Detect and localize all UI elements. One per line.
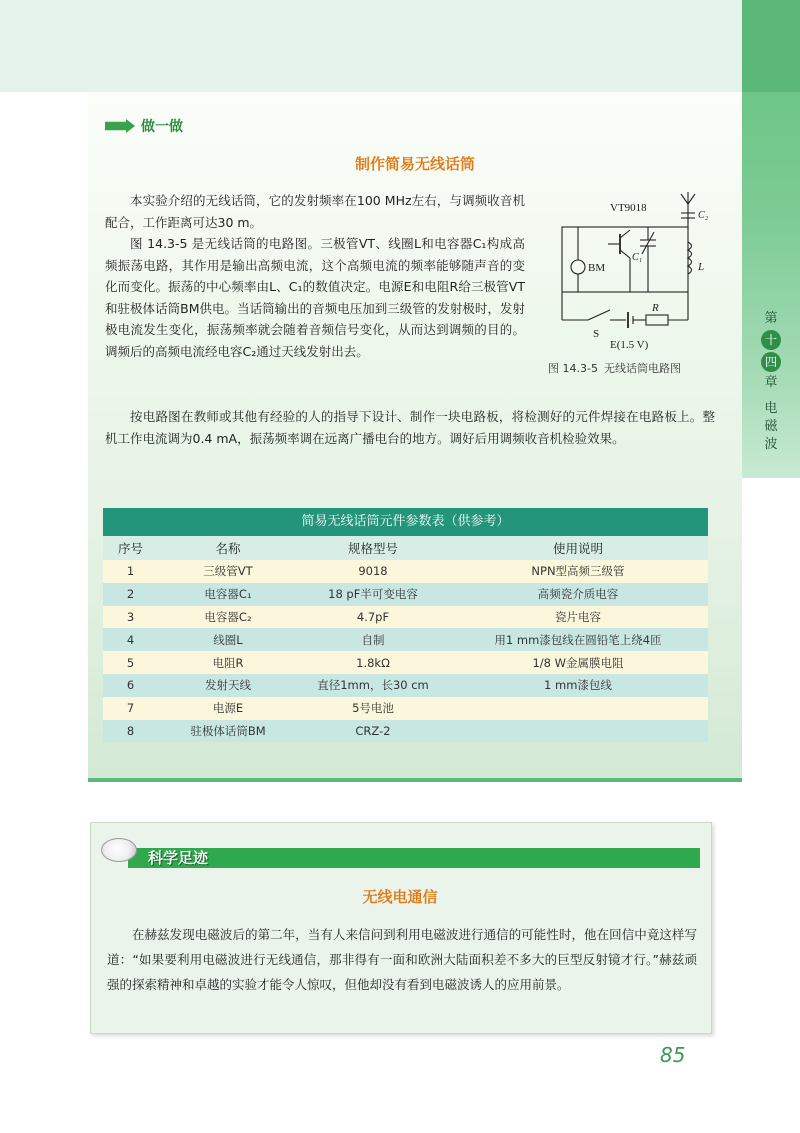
- cell-usage: NPN型高频三级管: [448, 560, 708, 583]
- chapter-title-char-2: 磁: [764, 419, 778, 434]
- table-row: [103, 651, 708, 674]
- cell-name: 电源E: [158, 697, 298, 720]
- cell-index: 3: [103, 606, 158, 629]
- paragraph-1: 本实验介绍的无线话筒，它的发射频率在100 MHz左右，与调频收音机配合，工作距离可达30 m。: [105, 193, 525, 230]
- cell-usage: 瓷片电容: [448, 606, 708, 629]
- cell-index: 8: [103, 720, 158, 743]
- cell-name: 电容器C₁: [158, 583, 298, 606]
- cell-usage: [448, 720, 708, 743]
- chapter-title: [742, 400, 800, 454]
- table-header-row: [103, 536, 708, 560]
- table-row: [103, 560, 708, 583]
- cell-name: 驻极体话筒BM: [158, 720, 298, 743]
- cell-spec: 9018: [298, 560, 448, 583]
- history-header-bar: [128, 848, 700, 868]
- cell-spec: 5号电池: [298, 697, 448, 720]
- circuit-diagram: [548, 182, 724, 357]
- label-vt: VT9018: [610, 202, 647, 214]
- label-c1: C₁: [632, 252, 643, 263]
- cell-usage: [448, 697, 708, 720]
- cell-index: 7: [103, 697, 158, 720]
- chapter-marker: [742, 310, 800, 454]
- paragraph-3: 按电路图在教师或其他有经验的人的指导下设计、制作一块电路板，将检测好的元件焊接在电路板上。整机工作电流调为0.4 mA，振荡频率调在远离广播电台的地方。调好后用调频收音机检验效果。: [105, 409, 715, 446]
- cell-usage: 1/8 W金属膜电阻: [448, 651, 708, 674]
- cell-spec: CRZ-2: [298, 720, 448, 743]
- label-s: S: [593, 328, 600, 340]
- activity-text-wrapped: [105, 190, 525, 362]
- header-index: 序号: [103, 536, 158, 560]
- cell-name: 电容器C₂: [158, 606, 298, 629]
- table-row: [103, 720, 708, 743]
- cell-name: 三级管VT: [158, 560, 298, 583]
- switch-s: [588, 310, 610, 320]
- cell-usage: 用1 mm漆包线在圆铅笔上绕4匝: [448, 628, 708, 651]
- chapter-title-char-3: 波: [764, 437, 778, 452]
- cell-index: 6: [103, 674, 158, 697]
- parts-table: [103, 508, 708, 742]
- cell-spec: 自制: [298, 628, 448, 651]
- arrow-icon: [105, 119, 135, 133]
- cell-spec: 1.8kΩ: [298, 651, 448, 674]
- table-row: [103, 628, 708, 651]
- chapter-prefix: 第: [764, 311, 778, 326]
- activity-title: 制作简易无线话筒: [354, 155, 475, 173]
- resistor-r: [646, 315, 668, 325]
- table-title: 简易无线话筒元件参数表（供参考）: [103, 508, 708, 536]
- cell-usage: 1 mm漆包线: [448, 674, 708, 697]
- chapter-digit-1: 十: [761, 330, 781, 350]
- table-row: [103, 606, 708, 629]
- activity-label: [105, 116, 183, 136]
- chapter-title-char-1: 电: [764, 401, 778, 416]
- chapter-suffix: 章: [764, 375, 778, 390]
- activity-label-text: 做一做: [141, 119, 183, 135]
- header-name: 名称: [158, 536, 298, 560]
- chapter-side-tab-top: [742, 0, 800, 92]
- table-row: [103, 697, 708, 720]
- table-row: [103, 583, 708, 606]
- cell-index: 4: [103, 628, 158, 651]
- figure-caption: [548, 360, 724, 376]
- cell-spec: 直径1mm，长30 cm: [298, 674, 448, 697]
- paragraph-2: 图 14.3-5 是无线话筒的电路图。三极管VT、线圈L和电容器C₁构成高频振荡电路，其作用是输出高频电流，这个高频电流的频率能够随声音的变化而变化。振荡的中心频率由L、C₁的数值决定。电源E和电阻R给三极管VT和驻极体话筒BM供电。当话筒输出的音频电压加到三级管的发射极时，发射极电流发生变化，振荡频率就会随着音频信号变化，从而达到调频的目的。调频后的高频电流经电容C₂通过天线发射出去。: [105, 236, 525, 359]
- parts-table-grid: [103, 536, 708, 742]
- cell-usage: 高频瓷介质电容: [448, 583, 708, 606]
- label-l: L: [698, 261, 705, 273]
- cell-index: 5: [103, 651, 158, 674]
- table-row: [103, 674, 708, 697]
- cell-index: 2: [103, 583, 158, 606]
- history-label: 科学足迹: [148, 849, 209, 867]
- figure-caption-number: 图 14.3-5: [548, 362, 598, 375]
- oval-icon: [101, 838, 137, 862]
- cell-spec: 4.7pF: [298, 606, 448, 629]
- cell-name: 电阻R: [158, 651, 298, 674]
- cell-name: 线圈L: [158, 628, 298, 651]
- page-number: 85: [660, 1043, 686, 1067]
- figure-caption-text: 无线话筒电路图: [603, 362, 681, 375]
- cell-index: 1: [103, 560, 158, 583]
- top-band: [0, 0, 742, 92]
- label-r: R: [652, 302, 659, 314]
- label-e: E(1.5 V): [610, 339, 649, 351]
- history-title: 无线电通信: [362, 888, 438, 906]
- header-spec: 规格型号: [298, 536, 448, 560]
- label-c2: C₂: [698, 210, 709, 221]
- header-usage: 使用说明: [448, 536, 708, 560]
- cell-name: 发射天线: [158, 674, 298, 697]
- chapter-digit-2: 四: [761, 352, 781, 372]
- cell-spec: 18 pF半可变电容: [298, 583, 448, 606]
- mic-bm: [571, 260, 585, 274]
- history-paragraph: 在赫兹发现电磁波后的第二年，当有人来信问到利用电磁波进行通信的可能性时，他在回信中竟这样写道：“如果要利用电磁波进行无线通信，那非得有一面和欧洲大陆面积差不多大的巨型反射镜才行。”赫兹顽强的探索精神和卓越的实验才能令人惊叹，但他却没有看到电磁波诱人的应用前景。: [107, 927, 697, 992]
- activity-text-full: [105, 406, 715, 449]
- history-text: [107, 922, 697, 997]
- activity-panel-border: [88, 778, 742, 782]
- label-bm: BM: [588, 262, 606, 274]
